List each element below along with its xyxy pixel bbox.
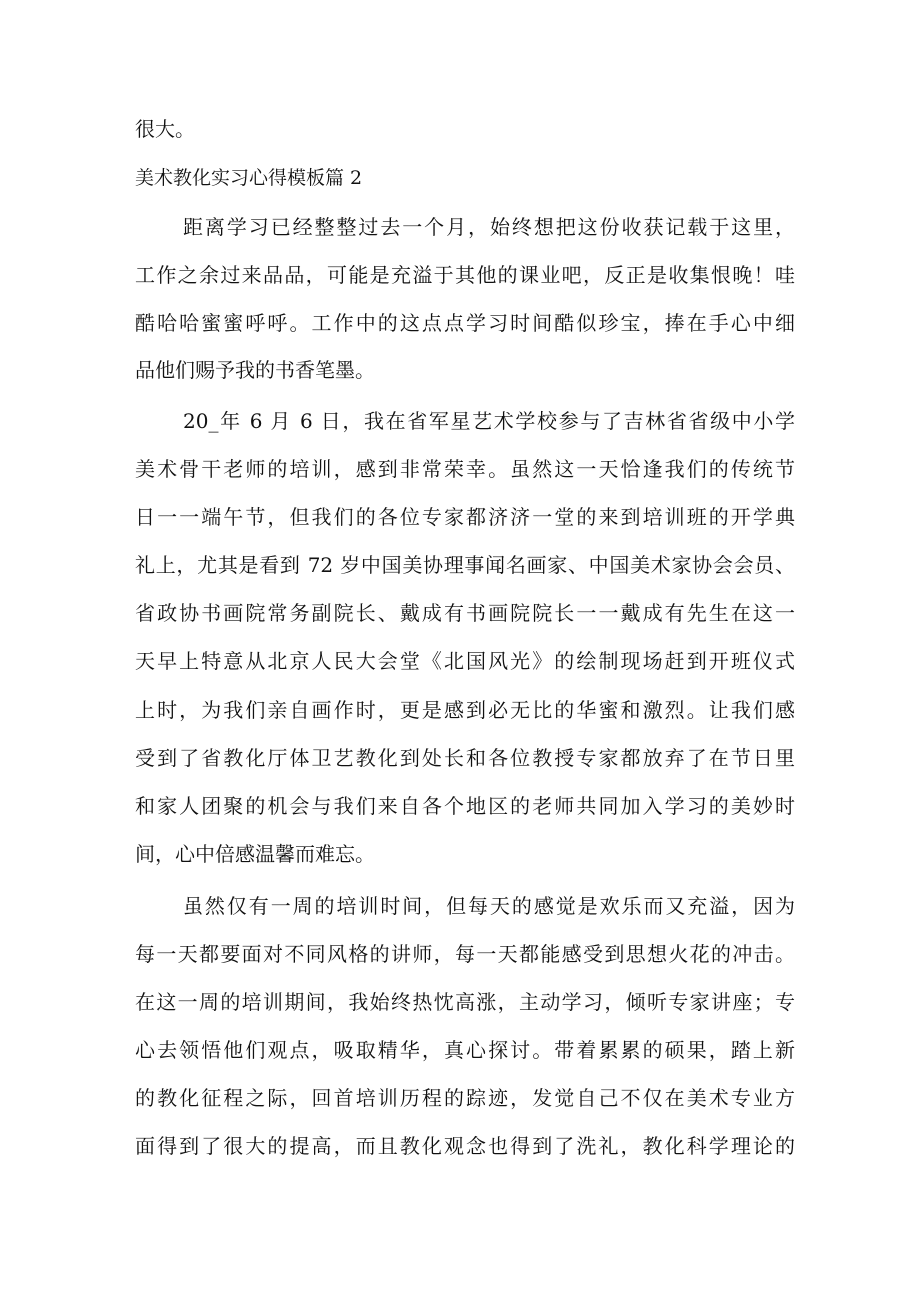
paragraph-line: 礼上，尤其是看到 72 岁中国美协理事闻名画家、中国美术家协会会员、 — [135, 553, 795, 577]
section-title: 美术教化实习心得模板篇 2 — [135, 167, 363, 189]
intro-tail-text: 很大。 — [135, 117, 195, 141]
paragraph-line: 酷哈哈蜜蜜呼呼。工作中的这点点学习时间酷似珍宝，捧在手心中细 — [135, 311, 795, 335]
paragraph-line: 品他们赐予我的书香笔墨。 — [135, 358, 375, 382]
paragraph-line: 和家人团聚的机会与我们来自各个地区的老师共同加入学习的美妙时 — [135, 794, 795, 818]
paragraph-line: 工作之余过来品品，可能是充溢于其他的课业吧，反正是收集恨晚！哇 — [135, 263, 795, 287]
paragraph-line: 上时，为我们亲自画作时，更是感到必无比的华蜜和激烈。让我们感 — [135, 698, 795, 722]
paragraph-line: 面得到了很大的提高，而且教化观念也得到了洗礼，教化科学理论的 — [135, 1134, 795, 1158]
paragraph-line: 在这一周的培训期间，我始终热忱高涨，主动学习，倾听专家讲座；专 — [135, 990, 795, 1014]
paragraph-line: 的教化征程之际，回首培训历程的踪迹，发觉自己不仅在美术专业方 — [135, 1086, 795, 1110]
paragraph-line: 天早上特意从北京人民大会堂《北国风光》的绘制现场赶到开班仪式 — [135, 649, 795, 673]
paragraph-line: 20_年 6 月 6 日，我在省军星艺术学校参与了吉林省省级中小学 — [183, 409, 795, 433]
paragraph-line: 省政协书画院常务副院长、戴成有书画院院长一一戴成有先生在这一 — [135, 601, 795, 625]
paragraph-line: 受到了省教化厅体卫艺教化到处长和各位教授专家都放弃了在节日里 — [135, 746, 795, 770]
paragraph-line: 心去领悟他们观点，吸取精华，真心探讨。带着累累的硕果，踏上新 — [135, 1038, 795, 1062]
paragraph-line: 每一天都要面对不同风格的讲师，每一天都能感受到思想火花的冲击。 — [135, 942, 795, 966]
paragraph-line: 虽然仅有一周的培训时间，但每天的感觉是欢乐而又充溢，因为 — [183, 894, 795, 918]
paragraph-line: 距离学习已经整整过去一个月，始终想把这份收获记载于这里， — [183, 215, 795, 239]
paragraph-line: 日一一端午节，但我们的各位专家都济济一堂的来到培训班的开学典 — [135, 505, 795, 529]
paragraph-line: 美术骨干老师的培训，感到非常荣幸。虽然这一天恰逢我们的传统节 — [135, 457, 795, 481]
paragraph-line: 间，心中倍感温馨而难忘。 — [135, 842, 375, 866]
